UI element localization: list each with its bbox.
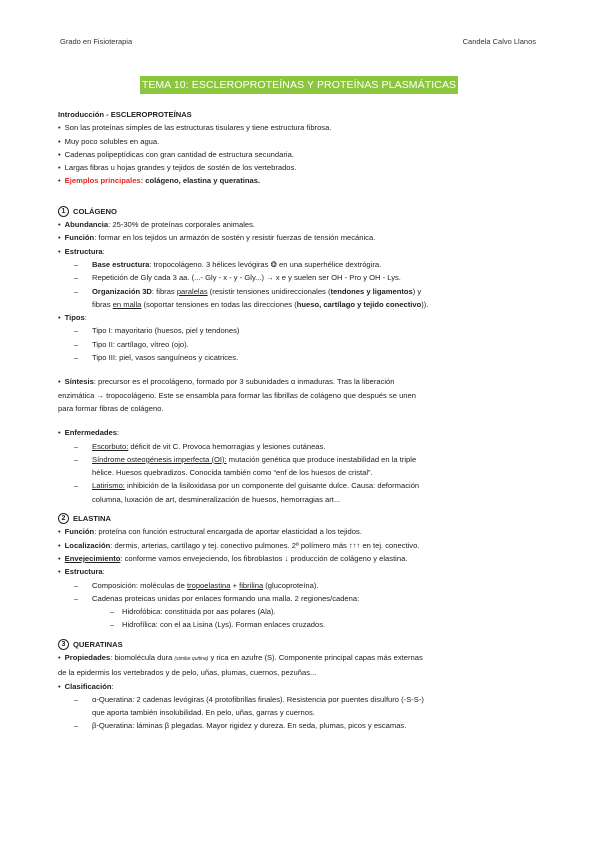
colageno-tipo: – Tipo I: mayoritario (huesos, piel y tendones) [58,324,538,337]
section-number-3: 3 [58,639,69,650]
queratina-alfa-cont: que aporta también insolubilidad. En pelo, uñas, garras y cuernos. [92,708,315,718]
enfermedad-latirismo-cont: columna, luxación de art, desmineralización de huesos, hemorragias art... [92,494,341,504]
colageno-repeticion: – Repetición de Gly cada 3 aa. (...- Gly - x - y - Gly...) → x e y suelen ser OH - Pro y OH - Lys. [58,271,538,284]
enfermedad-escorbuto: – Escorbuto: déficit de vit C. Provoca hemorragias y lesiones cutáneas. [58,440,538,453]
section-number-1: 1 [58,206,69,217]
intro-bullet: • Largas fibras u hojas grandes y tejidos de sostén de los vertebrados. [58,161,538,174]
elastina-estructura: • Estructura: [58,565,538,578]
section-title: COLÁGENO [73,206,117,216]
colageno-funcion: • Función: formar en los tejidos un armazón de sostén y resistir fuerzas de tensión mecánica. [58,231,538,244]
queratinas-propiedades: • Propiedades: biomolécula dura (similar quitina) y rica en azufre (S). Componente principal capas más externas [58,651,538,666]
colageno-base: – Base estructura: tropocolágeno. 3 hélices levógiras ❂ en una superhélice dextrógira. [58,258,538,271]
colageno-organizacion: – Organización 3D: fibras paralelas (resistir tensiones unidireccionales (tendones y ligamentos) y [58,285,538,298]
elastina-envejecimiento: • Envejecimiento: conforme vamos envejeciendo, los fibroblastos ↓ producción de colágeno y elastina. [58,552,538,565]
enfermedad-latirismo: – Latirismo: inhibición de la lisiloxidasa por un componente del guisante dulce. Causa: deformación [58,479,538,492]
enfermedad-oi-cont: hélice. Huesos quebradizos. Conocida también como “enf de los huesos de cristal”. [92,468,373,478]
page-title: TEMA 10: ESCLEROPROTEÍNAS Y PROTEÍNAS PLASMÁTICAS [140,76,458,94]
queratina-alfa: – α-Queratina: 2 cadenas levógiras (4 protofibrillas finales). Resistencia por puentes disulfuro (-S-S-) [58,693,538,706]
triple-helix-icon: ❂ [270,259,277,269]
section-queratinas-heading [58,638,538,651]
header-course: Grado en Fisioterapia [60,37,133,46]
colageno-tipo: – Tipo II: cartílago, vítreo (ojo). [58,338,538,351]
examples-text: colágeno, elastina y queratinas. [145,176,261,186]
header-author: Candela Calvo Llanos [462,37,536,46]
colageno-estructura: • Estructura: [58,245,538,258]
colageno-tipos: • Tipos: [58,311,538,324]
elastina-region: – Hidrofóbica: constituida por aas polares (Ala). [58,605,538,618]
elastina-composicion: – Composición: moléculas de tropoelastina + fibrilina (glucoproteína). [58,579,538,592]
enfermedad-oi: – Síndrome osteogénesis imperfecta (OI): mutación genética que produce inestabilidad en la triple [58,453,538,466]
colageno-abundancia: • Abundancia: 25-30% de proteínas corporales animales. [58,218,538,231]
colageno-sintesis-cont: enzimática → tropocolágeno. Este se ensambla para formar las fibrillas de colágeno que después se unen [58,390,416,400]
queratinas-clasificacion: • Clasificación: [58,680,538,693]
queratinas-propiedades-cont: de la epidermis los vertebrados y de pelo, uñas, plumas, cuernos, pezuñas... [58,668,317,678]
document-body [58,108,538,733]
section-number-2: 2 [58,513,69,524]
elastina-funcion: • Función: proteína con función estructural encargada de aportar elasticidad a los tejidos. [58,525,538,538]
colageno-tipo: – Tipo III: piel, vasos sanguíneos y cicatrices. [58,351,538,364]
intro-bullet: • Muy poco solubles en agua. [58,135,538,148]
section-title: ELASTINA [73,514,111,524]
colageno-sintesis-cont: para formar fibras de colágeno. [58,403,164,413]
intro-bullet: • Cadenas polipeptídicas con gran cantidad de estructura secundaria. [58,148,538,161]
queratina-beta: – β-Queratina: láminas β plegadas. Mayor rigidez y dureza. En seda, plumas, picos y escamas. [58,719,538,732]
elastina-localizacion: • Localización: dermis, arterias, cartílago y tej. conectivo pulmones. 2º polímero más ↑↑↑ en tej. conectivo. [58,539,538,552]
elastina-cadenas: – Cadenas proteicas unidas por enlaces formando una malla. 2 regiones/cadena: [58,592,538,605]
section-elastina-heading [58,512,538,525]
intro-bullet: • Son las proteínas simples de las estructuras tisulares y tiene estructura fibrosa. [58,121,538,134]
colageno-organizacion-cont: fibras en malla (soportar tensiones en todas las direcciones (hueso, cartílago y tejido conectivo)). [92,299,429,309]
colageno-enfermedades: • Enfermedades: [58,426,538,439]
intro-examples [58,174,538,187]
elastina-region: – Hidrofílica: con el aa Lisina (Lys). Forman enlaces cruzados. [58,618,538,631]
colageno-sintesis: • Síntesis: precursor es el procolágeno, formado por 3 subunidades α inmaduras. Tras la liberación [58,375,538,388]
examples-label: Ejemplos principales: [64,176,144,186]
section-title: QUERATINAS [73,639,123,649]
section-colageno-heading [58,205,538,218]
intro-heading: Introducción - ESCLEROPROTEÍNAS [58,110,192,119]
